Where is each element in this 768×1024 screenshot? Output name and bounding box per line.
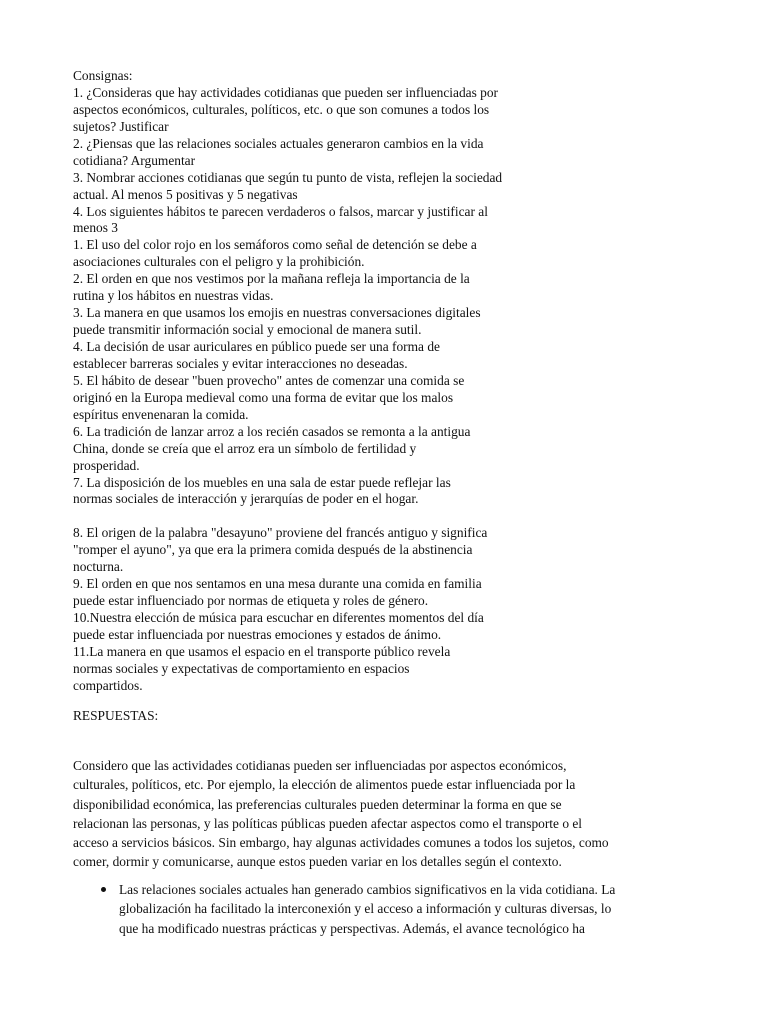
consignas-line: 7. La disposición de los muebles en una sala de estar puede reflejar las <box>73 474 451 490</box>
consignas-line: originó en la Europa medieval como una forma de evitar que los malos <box>73 389 454 405</box>
bullet-icon <box>101 887 106 892</box>
answer-paragraph <box>73 756 713 872</box>
consignas-line: sujetos? Justificar <box>73 118 169 134</box>
blank-line <box>73 508 633 525</box>
respuestas-heading: RESPUESTAS: <box>73 708 159 723</box>
consignas-line: 9. El orden en que nos sentamos en una mesa durante una comida en familia <box>73 576 482 592</box>
consignas-line: aspectos económicos, culturales, políticos, etc. o que son comunes a todos los <box>73 101 490 117</box>
consignas-line: compartidos. <box>73 677 143 693</box>
consignas-line: 3. La manera en que usamos los emojis en nuestras conversaciones digitales <box>73 305 481 321</box>
consignas-line: cotidiana? Argumentar <box>73 152 196 168</box>
consignas-line: 3. Nombrar acciones cotidianas que según tu punto de vista, reflejen la sociedad <box>73 169 503 185</box>
consignas-line: 11.La manera en que usamos el espacio en el transporte público revela <box>73 643 451 659</box>
bullet-line: Las relaciones sociales actuales han generado cambios significativos en la vida cotidiana. La <box>119 882 616 897</box>
consignas-line: normas sociales de interacción y jerarquías de poder en el hogar. <box>73 491 419 507</box>
consignas-line: 1. El uso del color rojo en los semáforos como señal de detención se debe a <box>73 237 477 253</box>
consignas-line: puede estar influenciado por normas de etiqueta y roles de género. <box>73 593 429 609</box>
consignas-line: establecer barreras sociales y evitar interacciones no deseadas. <box>73 355 408 371</box>
consignas-line: actual. Al menos 5 positivas y 5 negativas <box>73 186 298 202</box>
consignas-line: asociaciones culturales con el peligro y la prohibición. <box>73 254 365 270</box>
consignas-line: prosperidad. <box>73 457 140 473</box>
consignas-line: 4. La decisión de usar auriculares en público puede ser una forma de <box>73 339 440 354</box>
consignas-line: China, donde se creía que el arroz era un símbolo de fertilidad y <box>73 440 417 456</box>
consignas-line: "romper el ayuno", ya que era la primera comida después de la abstinencia <box>73 542 473 558</box>
consignas-line: menos 3 <box>73 220 119 236</box>
answer-line: relacionan las personas, y las políticas públicas pueden afectar aspectos como el transporte o el <box>73 815 583 831</box>
consignas-line: Consignas: <box>73 68 133 83</box>
consignas-line: 1. ¿Consideras que hay actividades cotidianas que pueden ser influenciadas por <box>73 84 499 100</box>
consignas-line: 5. El hábito de desear "buen provecho" antes de comenzar una comida se <box>73 372 465 388</box>
consignas-line: puede estar influenciada por nuestras emociones y estados de ánimo. <box>73 626 442 642</box>
consignas-line: 8. El origen de la palabra "desayuno" proviene del francés antiguo y significa <box>73 525 488 541</box>
consignas-line: normas sociales y expectativas de comportamiento en espacios <box>73 660 410 676</box>
bullet-line: globalización ha facilitado la interconexión y el acceso a información y culturas diversas, lo <box>119 901 612 917</box>
consignas-line: 10.Nuestra elección de música para escuchar en diferentes momentos del día <box>73 610 484 625</box>
consignas-line: puede transmitir información social y emocional de manera sutil. <box>73 322 422 338</box>
consignas-line: rutina y los hábitos en nuestras vidas. <box>73 288 274 304</box>
consignas-section <box>73 68 633 695</box>
bullet-line: que ha modificado nuestras prácticas y perspectivas. Además, el avance tecnológico ha <box>119 920 585 936</box>
answer-line: comer, dormir y comunicarse, aunque estos pueden variar en los detalles según el contexto. <box>73 854 562 870</box>
answer-line: acceso a servicios básicos. Sin embargo, hay algunas actividades comunes a todos los sujetos, como <box>73 835 609 851</box>
consignas-line: espíritus envenenaran la comida. <box>73 406 249 422</box>
consignas-line: 4. Los siguientes hábitos te parecen verdaderos o falsos, marcar y justificar al <box>73 203 488 219</box>
consignas-line: nocturna. <box>73 559 124 575</box>
consignas-line: 2. ¿Piensas que las relaciones sociales actuales generaron cambios en la vida <box>73 135 484 151</box>
consignas-line: 2. El orden en que nos vestimos por la mañana refleja la importancia de la <box>73 271 470 287</box>
bullet-text <box>119 880 719 938</box>
consignas-line: 6. La tradición de lanzar arroz a los recién casados se remonta a la antigua <box>73 423 471 439</box>
answer-line: Considero que las actividades cotidianas pueden ser influenciadas por aspectos económicos, <box>73 758 567 773</box>
answer-line: culturales, políticos, etc. Por ejemplo, la elección de alimentos puede estar influenciada por la <box>73 777 576 793</box>
answer-line: disponibilidad económica, las preferencias culturales pueden determinar la forma en que se <box>73 796 562 812</box>
